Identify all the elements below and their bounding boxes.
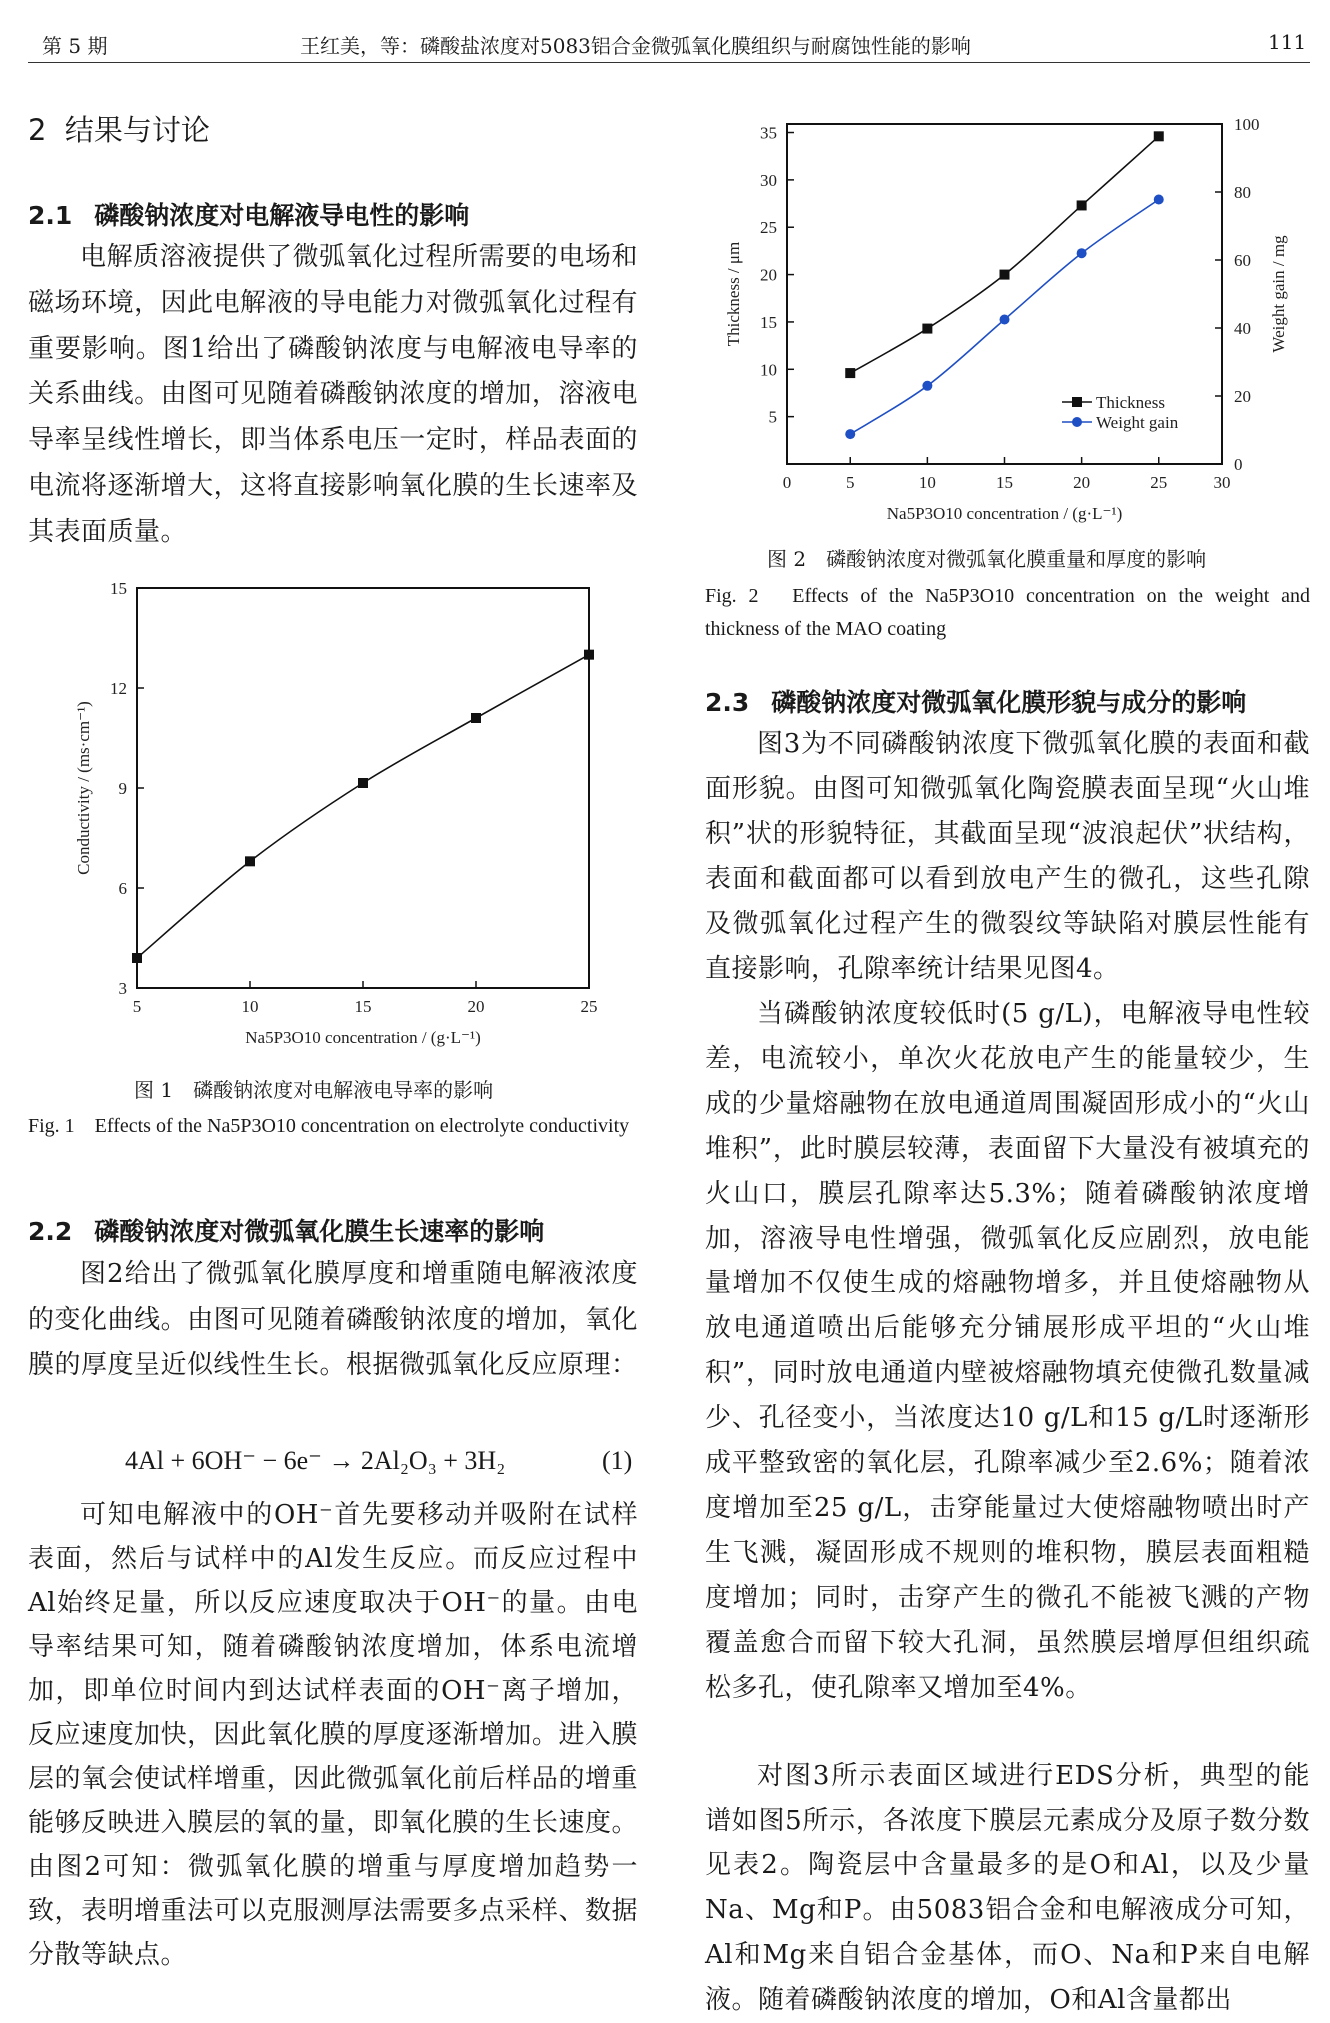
- subsection-title: 磷酸钠浓度对微弧氧化膜形貌与成分的影响: [771, 688, 1247, 717]
- section-heading: [28, 108, 210, 149]
- figure-1-chart: [28, 560, 648, 1060]
- x-tick-label: 25: [1150, 473, 1168, 492]
- equation: 4Al + 6OH⁻ − 6e⁻ → 2Al₂O₃ + 3H₂: [125, 1446, 506, 1475]
- subsection-2-3-heading: [705, 683, 1246, 719]
- paragraph: 电解质溶液提供了微弧氧化过程所需要的电场和磁场环境，因此电解液的导电能力对微弧氧化过程有重要影响。图1给出了磷酸钠浓度与电解液电导率的关系曲线。由图可见随着磷酸钠浓度的增加，溶液电导率呈线性增长，即当体系电压一定时，样品表面的电流将逐渐增大，这将直接影响氧化膜的生长速率及其表面质量。: [28, 242, 638, 547]
- y2-tick-label: 100: [1234, 115, 1260, 134]
- x-tick-label: 10: [918, 473, 936, 492]
- data-point: [471, 713, 481, 723]
- section-title: 结果与讨论: [64, 113, 210, 147]
- series-line-thickness: [850, 136, 1159, 373]
- subsection-2-2-heading: [28, 1212, 544, 1248]
- series-line-conductivity: [137, 655, 589, 958]
- y2-axis-label: Weight gain / mg: [1269, 235, 1288, 353]
- data-point: [1154, 194, 1164, 204]
- figure-2-chart: [705, 105, 1325, 535]
- legend-marker: [1072, 397, 1082, 407]
- subsection-number: 2.2: [28, 1217, 73, 1246]
- x-tick-label: 0: [782, 473, 792, 492]
- data-point: [132, 953, 142, 963]
- paragraph: 图2给出了微弧氧化膜厚度和增重随电解液浓度的变化曲线。由图可见随着磷酸钠浓度的增加，氧化膜的厚度呈近似线性生长。根据微弧氧化反应原理：: [28, 1259, 638, 1380]
- y-tick-label: 30: [760, 170, 777, 190]
- x-tick-label: 5: [845, 473, 855, 492]
- y-tick-label: 15: [760, 312, 777, 332]
- section-number: 2: [28, 113, 47, 147]
- paragraph: 当磷酸钠浓度较低时(5 g/L)，电解液导电性较差，电流较小，单次火花放电产生的能量较少，生成的少量熔融物在放电通道周围凝固形成小的“火山堆积”，此时膜层较薄，表面留下大量没有被填充的火山口，膜层孔隙率达5.3%；随着磷酸钠浓度增加，溶液导电性增强，微弧氧化反应剧烈，放电能量增加不仅使生成的熔融物增多，并且使熔融物从放电通道喷出后能够充分铺展形成平坦的“火山堆积”，同时放电通道内壁被熔融物填充使微孔数量减少、孔径变小，当浓度达10 g/L和15 g/L时逐渐形成平整致密的氧化层，孔隙率减少至2.6%；随着浓度增加至25 g/L，击穿能量过大使熔融物喷出时产生飞溅，凝固形成不规则的堆积物，膜层表面粗糙度增加；同时，击穿产生的微孔不能被飞溅的产物覆盖愈合而留下较大孔洞，虽然膜层增厚但组织疏松多孔，使孔隙率又增加至4%。: [705, 999, 1310, 1703]
- x-tick-label: 15: [354, 997, 372, 1016]
- data-point: [1077, 200, 1087, 210]
- legend-marker: [1072, 417, 1082, 427]
- subsection-number: 2.1: [28, 201, 73, 230]
- x-tick-label: 5: [132, 997, 142, 1016]
- data-point: [1000, 315, 1010, 325]
- y2-tick-label: 40: [1234, 319, 1251, 338]
- figure-2-caption-cn: 图 2 磷酸钠浓度对微弧氧化膜重量和厚度的影响: [767, 547, 1207, 571]
- data-point: [584, 650, 594, 660]
- data-point: [1000, 270, 1010, 280]
- data-point: [845, 368, 855, 378]
- y2-tick-label: 0: [1234, 455, 1243, 474]
- y-tick-label: 9: [118, 779, 127, 798]
- issue-number: 第 5 期: [42, 34, 108, 58]
- y-tick-label: 5: [768, 407, 777, 427]
- paragraph: 对图3所示表面区域进行EDS分析，典型的能谱如图5所示，各浓度下膜层元素成分及原子数分数见表2。陶瓷层中含量最多的是O和Al，以及少量Na、Mg和P。由5083铝合金和电解液成分可知，Al和Mg来自铝合金基体，而O、Na和P来自电解液。随着磷酸钠浓度的增加，O和Al含量都出: [705, 1761, 1310, 2015]
- subsection-number: 2.3: [705, 688, 750, 717]
- page-number: 111: [1268, 30, 1307, 54]
- figure-2-caption-en: Fig. 2 Effects of the Na5P3O10 concentration on the weight and thickness of the MAO coating: [705, 585, 1310, 640]
- paragraph: 可知电解液中的OH⁻首先要移动并吸附在试样表面，然后与试样中的Al发生反应。而反应过程中Al始终足量，所以反应速度取决于OH⁻的量。由电导率结果可知，随着磷酸钠浓度增加，体系电流增加，即单位时间内到达试样表面的OH⁻离子增加，反应速度加快，因此氧化膜的厚度逐渐增加。进入膜层的氧会使试样增重，因此微弧氧化前后样品的增重能够反映进入膜层的氧的量，即氧化膜的生长速度。由图2可知：微弧氧化膜的增重与厚度增加趋势一致，表明增重法可以克服测厚法需要多点采样、数据分散等缺点。: [28, 1500, 638, 1970]
- header-rule: [28, 62, 1310, 63]
- x-tick-label: 25: [580, 997, 598, 1016]
- legend-label: Weight gain: [1096, 413, 1179, 432]
- y-tick-label: 35: [760, 123, 777, 143]
- subsection-2-1-heading: [28, 196, 469, 232]
- y-tick-label: 6: [118, 879, 127, 898]
- x-tick-label: 20: [467, 997, 485, 1016]
- y2-tick-label: 80: [1234, 183, 1251, 202]
- x-tick-label: 30: [1213, 473, 1231, 492]
- subsection-title: 磷酸钠浓度对微弧氧化膜生长速率的影响: [94, 1217, 545, 1246]
- x-axis-label: Na5P3O10 concentration / (g·L⁻¹): [245, 1028, 481, 1047]
- x-tick-label: 10: [241, 997, 259, 1016]
- paragraph: 图3为不同磷酸钠浓度下微弧氧化膜的表面和截面形貌。由图可知微弧氧化陶瓷膜表面呈现“火山堆积”状的形貌特征，其截面呈现“波浪起伏”状结构，表面和截面都可以看到放电产生的微孔，这些孔隙及微弧氧化过程产生的微裂纹等缺陷对膜层性能有直接影响，孔隙率统计结果见图4。: [705, 729, 1310, 984]
- data-point: [245, 856, 255, 866]
- figure-1-caption-cn: 图 1 磷酸钠浓度对电解液电导率的影响: [134, 1078, 494, 1102]
- data-point: [1154, 131, 1164, 141]
- y-tick-label: 20: [760, 265, 777, 285]
- data-point: [358, 778, 368, 788]
- y2-tick-label: 60: [1234, 251, 1251, 270]
- y-tick-label: 3: [118, 979, 127, 998]
- data-point: [922, 324, 932, 334]
- y-tick-label: 25: [760, 218, 777, 238]
- y-axis-label: Conductivity / (ms·cm⁻¹): [74, 701, 93, 875]
- y2-tick-label: 20: [1234, 387, 1251, 406]
- figure-1-caption-en: Fig. 1 Effects of the Na5P3O10 concentration on electrolyte conductivity: [28, 1115, 630, 1137]
- y-axis-label: Thickness / μm: [724, 241, 743, 347]
- y-tick-label: 10: [760, 360, 777, 380]
- data-point: [1077, 248, 1087, 258]
- x-tick-label: 15: [996, 473, 1013, 492]
- equation-number: (1): [602, 1446, 633, 1475]
- data-point: [845, 429, 855, 439]
- y-tick-label: 15: [110, 579, 127, 598]
- y-tick-label: 12: [110, 679, 127, 698]
- running-title: 王红美，等：磷酸盐浓度对5083铝合金微弧氧化膜组织与耐腐蚀性能的影响: [300, 34, 971, 58]
- x-axis-label: Na5P3O10 concentration / (g·L⁻¹): [886, 504, 1123, 523]
- subsection-title: 磷酸钠浓度对电解液导电性的影响: [94, 201, 470, 230]
- legend-label: Thickness: [1096, 393, 1165, 412]
- data-point: [922, 381, 932, 391]
- x-tick-label: 20: [1073, 473, 1091, 492]
